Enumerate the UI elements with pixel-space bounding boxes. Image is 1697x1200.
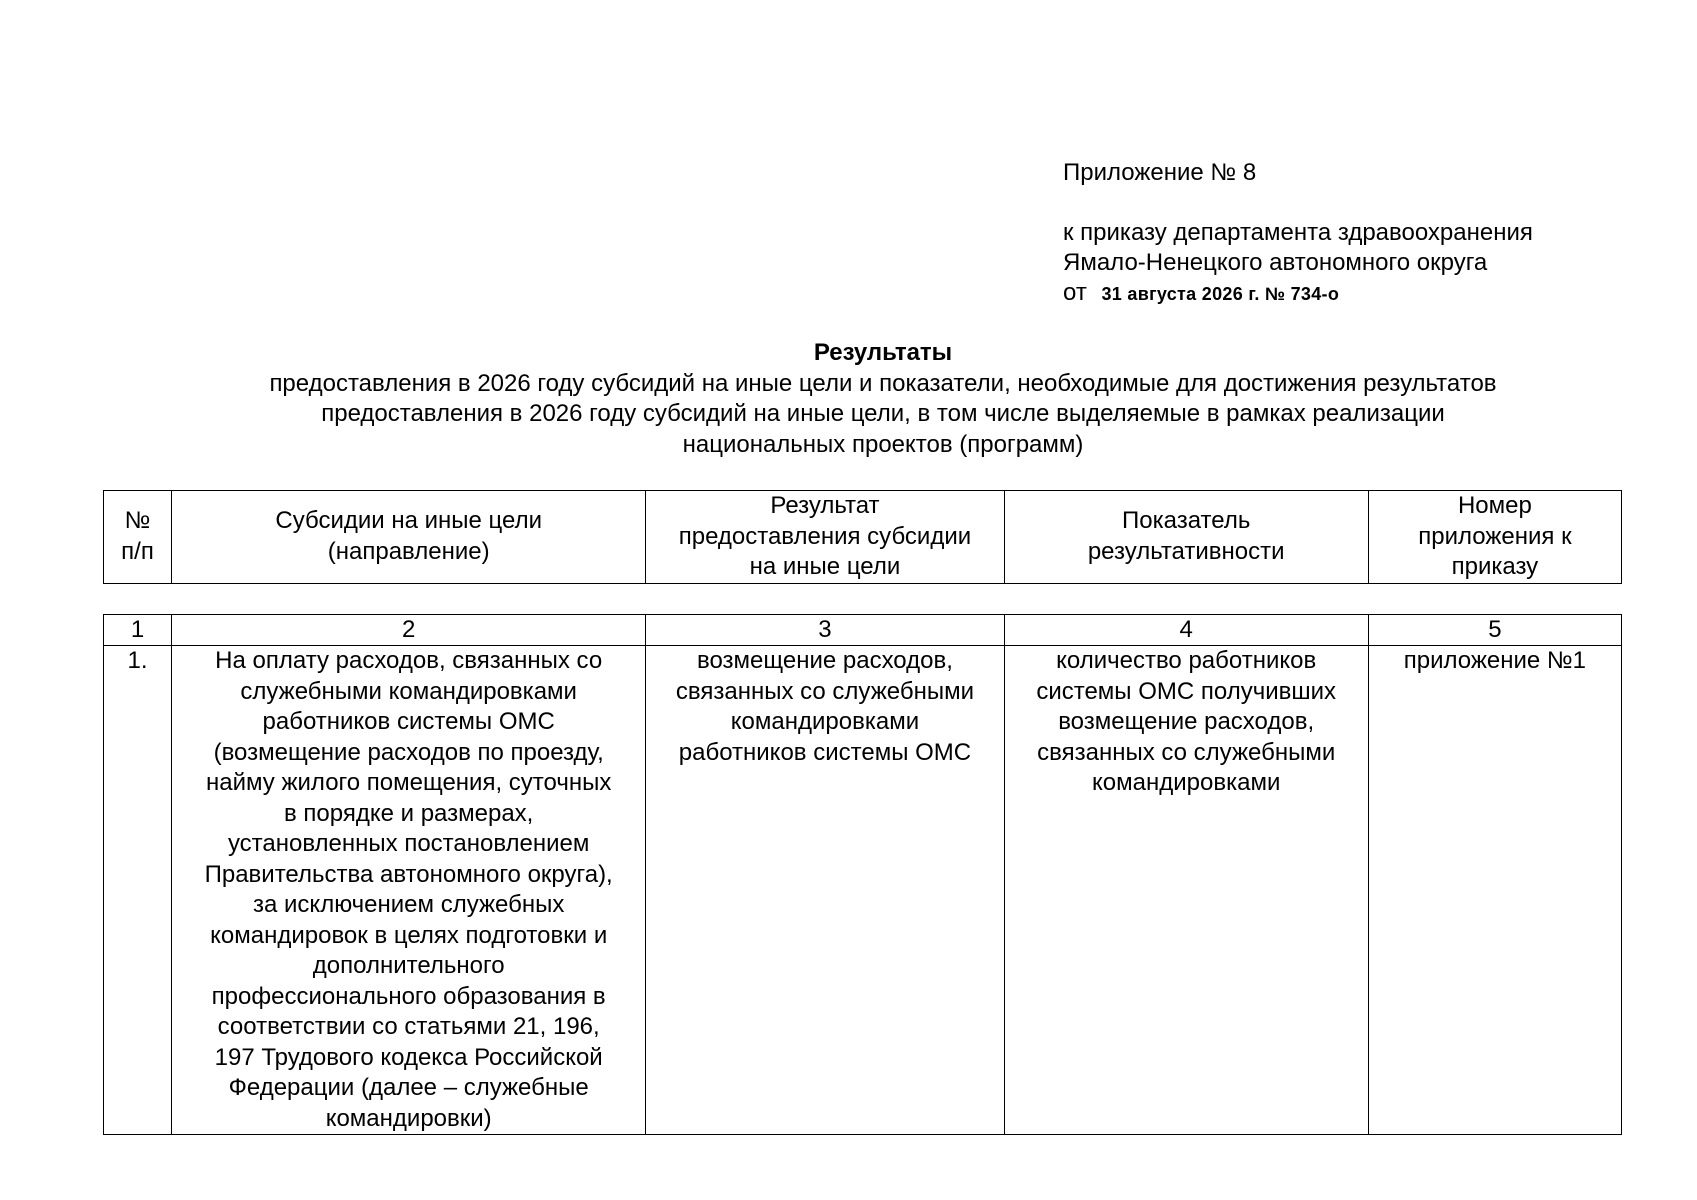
column-number: 3 — [646, 615, 1004, 646]
subsidy-line: Федерации (далее – служебные — [228, 1074, 589, 1101]
header-line: приказу — [1451, 553, 1539, 580]
indicator-line: количество работников — [1056, 647, 1317, 674]
subsidy-line: Правительства автономного округа), — [204, 860, 613, 888]
indicator-line: системы ОМС получивших — [1036, 677, 1337, 705]
header-line: Субсидии на иные цели — [275, 507, 542, 535]
result-cell — [646, 646, 1004, 1135]
subsidy-line: соответствии со статьями 21, 196, — [217, 1013, 600, 1040]
header-line: Результат — [770, 492, 880, 519]
annex-date-line — [1063, 278, 1663, 309]
document-subtitle-line-2: предоставления в 2026 году субсидий на иные цели, в том числе выделяемые в рамках реализации — [321, 400, 1445, 427]
subsidy-line: дополнительного — [312, 952, 505, 979]
header-line: Показатель — [1122, 507, 1251, 535]
table-row — [104, 646, 1622, 1135]
column-number: 2 — [172, 615, 646, 646]
subsidy-line: профессионального образования в — [211, 982, 606, 1010]
header-cell-subsidy — [172, 491, 646, 584]
document-subtitle-line-3: национальных проектов (программ) — [682, 430, 1084, 458]
document-title: Результаты — [813, 339, 953, 366]
header-cell-indicator — [1004, 491, 1368, 584]
subsidy-line: работников системы ОМС — [262, 708, 555, 735]
indicator-line: командировками — [1092, 769, 1281, 796]
header-row — [104, 491, 1622, 584]
annex-order-line-1: к приказу департамента здравоохранения — [1063, 219, 1533, 246]
header-line: (направление) — [327, 537, 490, 565]
indicator-line: связанных со служебными — [1037, 738, 1336, 766]
result-line: работников системы ОМС — [678, 738, 972, 766]
column-number-row — [104, 615, 1622, 646]
row-number: 1. — [127, 647, 148, 674]
subsidy-cell — [172, 646, 646, 1135]
row-number-cell — [104, 646, 172, 1135]
subsidy-line: На оплату расходов, связанных со — [215, 647, 603, 674]
indicator-cell — [1004, 646, 1368, 1135]
header-cell-number — [104, 491, 172, 584]
header-line: п/п — [121, 537, 154, 565]
subsidy-line: за исключением служебных — [253, 891, 565, 918]
header-cell-annex-number — [1368, 491, 1621, 584]
header-line: результативности — [1087, 537, 1285, 565]
annex-block — [1063, 158, 1663, 309]
document-subtitle-line-1: предоставления в 2026 году субсидий на иные цели и показатели, необходимые для достижения результатов — [269, 369, 1497, 397]
annex-from-prefix: от — [1063, 279, 1087, 306]
data-table — [103, 614, 1622, 1135]
header-line: предоставления субсидии — [678, 522, 972, 550]
header-line: приложения к — [1418, 522, 1572, 550]
subsidy-line: служебными командировками — [240, 677, 577, 705]
subsidy-line: командировок в целях подготовки и — [210, 921, 608, 949]
annex-order-line-2: Ямало-Ненецкого автономного округа — [1063, 249, 1488, 276]
result-line: возмещение расходов, — [696, 647, 953, 674]
annex-date-stamp: 31 августа 2026 г. № 734-о — [1101, 284, 1340, 304]
column-number: 1 — [104, 615, 172, 646]
header-line: на иные цели — [749, 553, 901, 580]
header-line: Номер — [1457, 492, 1532, 519]
header-line: № — [124, 507, 151, 535]
result-line: связанных со служебными — [675, 677, 974, 705]
subsidy-line: 197 Трудового кодекса Российской — [214, 1043, 603, 1071]
header-cell-result — [646, 491, 1004, 584]
subsidy-line: (возмещение расходов по проезду, — [213, 738, 604, 766]
annex-title: Приложение № 8 — [1063, 159, 1257, 186]
subsidy-line: командировки) — [325, 1104, 492, 1132]
indicator-line: возмещение расходов, — [1058, 708, 1315, 735]
annex-number-cell — [1368, 646, 1621, 1135]
spacer — [1063, 188, 1663, 218]
annex-number: приложение №1 — [1403, 647, 1587, 674]
subsidy-line: найму жилого помещения, суточных — [206, 769, 612, 796]
subsidy-line: в порядке и размерах, — [284, 799, 534, 827]
document-heading — [103, 338, 1663, 460]
column-number: 4 — [1004, 615, 1368, 646]
subsidy-line: установленных постановлением — [227, 830, 590, 857]
result-line: командировками — [730, 708, 920, 735]
header-table — [103, 490, 1622, 584]
column-number: 5 — [1368, 615, 1621, 646]
